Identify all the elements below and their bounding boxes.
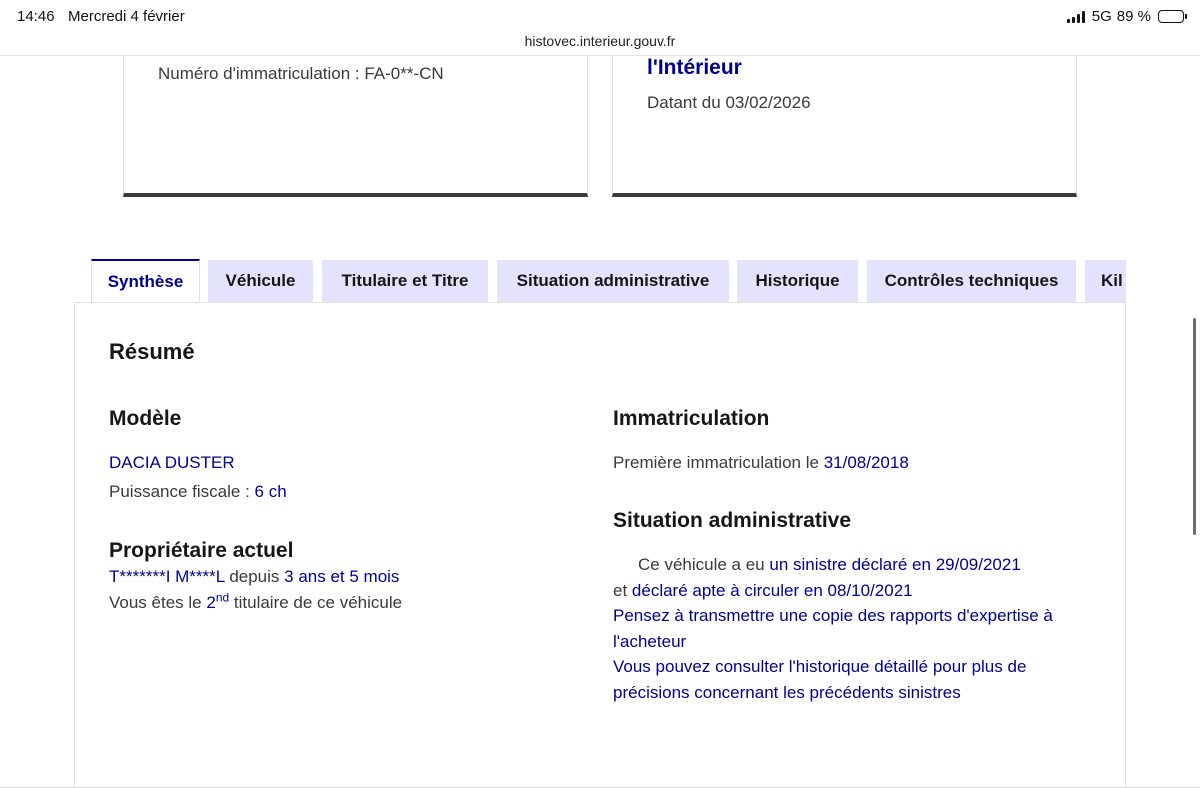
tab-label: Kil: [1101, 271, 1123, 290]
status-bar: [0, 0, 1200, 32]
owner-rank-suffix: titulaire de ce véhicule: [229, 593, 403, 612]
rank-number: 2: [206, 593, 216, 612]
model-name: DACIA DUSTER: [109, 453, 235, 472]
tab-synthese[interactable]: [91, 259, 200, 302]
tab-vehicule[interactable]: [208, 260, 313, 302]
summary-title: Résumé: [109, 339, 195, 364]
owner-rank-prefix: Vous êtes le: [109, 593, 207, 612]
model-heading: Modèle: [109, 407, 182, 430]
page-scrollbar[interactable]: [1193, 318, 1196, 535]
tab-kilometrage[interactable]: [1085, 260, 1126, 302]
tab-titulaire-titre[interactable]: [322, 260, 488, 302]
tab-label: Véhicule: [225, 271, 296, 290]
owner-duration: 3 ans et 5 mois: [284, 567, 400, 586]
owner-rank-number: [206, 590, 230, 612]
admin-line-fit: [613, 578, 1093, 604]
tab-label: Historique: [755, 271, 840, 290]
tab-label: Synthèse: [107, 272, 184, 291]
registration-number: Numéro d'immatriculation : FA-0**-CN: [158, 64, 444, 83]
tab-label: Contrôles techniques: [884, 271, 1059, 290]
report-card: [612, 56, 1077, 197]
report-date: Datant du 03/02/2026: [647, 93, 811, 112]
status-time: 14:46: [17, 8, 55, 25]
claim-link[interactable]: un sinistre déclaré en 29/09/2021: [769, 555, 1021, 574]
owner-line: [109, 567, 399, 587]
fiscal-power-value: 6 ch: [254, 482, 287, 501]
tab-bar: [90, 259, 1126, 302]
registration-heading: Immatriculation: [613, 407, 770, 430]
url-bar[interactable]: [0, 32, 1200, 56]
fit-prefix: et: [613, 580, 632, 600]
first-registration: [613, 453, 909, 473]
battery-percent: 89 %: [1116, 8, 1151, 25]
signal-icon: [1067, 11, 1085, 23]
owner-heading: Propriétaire actuel: [109, 539, 294, 562]
tab-historique[interactable]: [737, 260, 858, 302]
fiscal-power: [109, 482, 287, 502]
owner-since-label: depuis: [224, 567, 285, 586]
first-registration-label: Première immatriculation le: [613, 453, 824, 472]
battery-icon: [1158, 10, 1184, 23]
status-indicators: [1067, 8, 1184, 25]
tab-situation-administrative[interactable]: [497, 260, 729, 302]
claim-prefix: Ce véhicule a eu: [638, 555, 770, 574]
synthese-panel: [74, 302, 1126, 788]
network-label: 5G: [1091, 8, 1112, 25]
first-registration-date: 31/08/2018: [823, 453, 909, 472]
admin-line-history[interactable]: Vous pouvez consulter l'historique détaillé pour plus de précisions concernant les précédents sinistres: [613, 657, 1027, 702]
rank-sup: nd: [215, 590, 230, 605]
tab-controles-techniques[interactable]: [867, 260, 1076, 302]
owner-name: T*******I M****L: [109, 567, 225, 586]
status-date: Mercredi 4 février: [68, 8, 185, 25]
admin-line-claim: [613, 552, 1093, 578]
fit-link[interactable]: déclaré apte à circuler en 08/10/2021: [631, 580, 913, 600]
url-text[interactable]: histovec.interieur.gouv.fr: [524, 33, 676, 49]
report-card-title: l'Intérieur: [647, 56, 742, 79]
fiscal-power-label: Puissance fiscale :: [109, 482, 255, 501]
tab-label: Situation administrative: [516, 271, 710, 290]
registration-card: [123, 56, 588, 197]
tab-label: Titulaire et Titre: [341, 271, 469, 290]
admin-details: [613, 552, 1093, 705]
admin-heading: Situation administrative: [613, 509, 852, 532]
owner-rank: [109, 590, 403, 613]
admin-line-expertise: Pensez à transmettre une copie des rapports d'expertise à l'acheteur: [613, 606, 1053, 651]
